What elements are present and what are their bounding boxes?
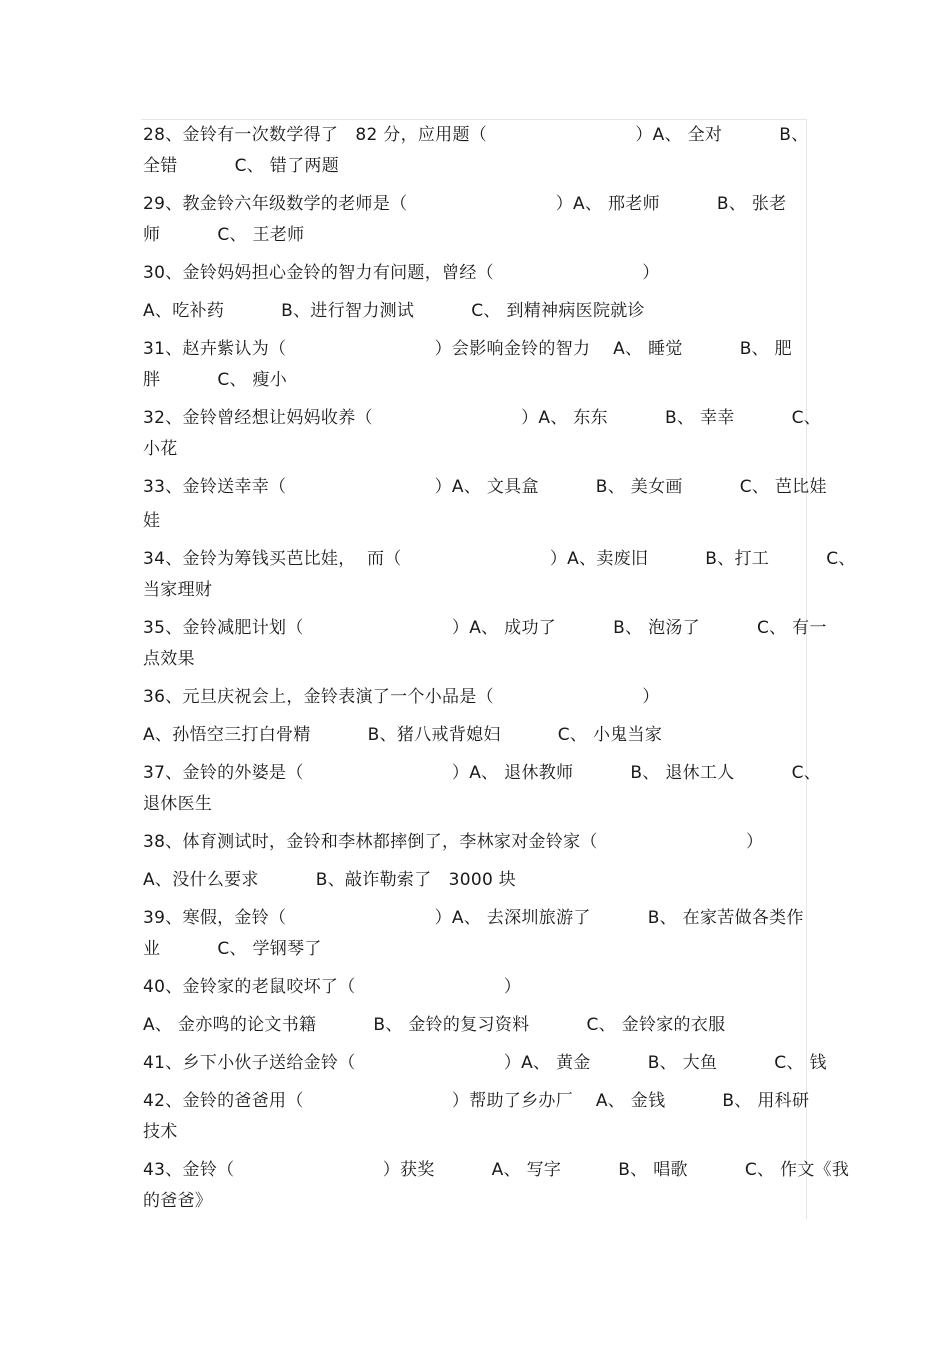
question-line: 师 C、 王老师 <box>143 225 305 245</box>
question-line: 小花 <box>143 439 178 459</box>
question-41 <box>143 1048 827 1079</box>
question-line: 技术 <box>143 1122 178 1142</box>
question-list <box>143 120 856 1217</box>
question-40 <box>143 972 805 1041</box>
question-33 <box>143 472 827 537</box>
question-line: 当家理财 <box>143 580 213 600</box>
question-36 <box>143 682 805 751</box>
question-line: 31、赵卉紫认为（ ）会影响金铃的智力 A、 睡觉 B、 肥 <box>143 339 792 359</box>
question-31 <box>143 334 805 396</box>
question-line: A、 金亦鸣的论文书籍 B、 金铃的复习资料 C、 金铃家的衣服 <box>143 1015 726 1035</box>
question-line: 42、金铃的爸爸用（ ）帮助了乡办厂 A、 金钱 B、 用科研 <box>143 1091 810 1111</box>
question-line: 业 C、 学钢琴了 <box>143 939 322 959</box>
question-line: 32、金铃曾经想让妈妈收养（ ）A、 东东 B、 幸幸 C、 <box>143 408 822 428</box>
question-line: 38、体育测试时，金铃和李林都摔倒了，李林家对金铃家（ ） <box>143 832 764 852</box>
question-line: A、吃补药 B、进行智力测试 C、 到精神病医院就诊 <box>143 301 645 321</box>
question-32 <box>143 403 822 465</box>
question-line: 34、金铃为筹钱买芭比娃， 而（ ）A、卖废旧 B、打工 C、 <box>143 549 856 569</box>
question-line: 30、金铃妈妈担心金铃的智力有问题，曾经（ ） <box>143 263 660 283</box>
question-39 <box>143 903 805 965</box>
question-35 <box>143 613 827 675</box>
question-line: 29、教金铃六年级数学的老师是（ ）A、 邢老师 B、 张老 <box>143 194 787 214</box>
question-line: 41、乡下小伙子送给金铃（ ）A、 黄金 B、 大鱼 C、 钱 <box>143 1053 827 1073</box>
question-30 <box>143 258 805 327</box>
question-line: 35、金铃减肥计划（ ）A、 成功了 B、 泡汤了 C、 有一 <box>143 618 827 638</box>
question-line: 娃 <box>143 511 161 531</box>
question-43 <box>143 1155 850 1217</box>
question-line: 33、金铃送幸幸（ ）A、 文具盒 B、 美女画 C、 芭比娃 <box>143 477 827 497</box>
question-line: 胖 C、 瘦小 <box>143 370 288 390</box>
question-line: 37、金铃的外婆是（ ）A、 退休教师 B、 退休工人 C、 <box>143 763 822 783</box>
question-28 <box>143 120 809 182</box>
question-line: 退休医生 <box>143 794 213 814</box>
question-line: 43、金铃（ ）获奖 A、 写字 B、 唱歌 C、 作文《我 <box>143 1160 850 1180</box>
question-line: 全错 C、 错了两题 <box>143 156 340 176</box>
question-38 <box>143 827 805 896</box>
question-29 <box>143 189 805 251</box>
question-line: 28、金铃有一次数学得了 82 分，应用题（ ）A、 全对 B、 <box>143 125 809 145</box>
question-line: 40、金铃家的老鼠咬坏了（ ） <box>143 977 522 997</box>
question-34 <box>143 544 856 606</box>
question-line: 点效果 <box>143 649 195 669</box>
question-line: A、孙悟空三打白骨精 B、猪八戒背媳妇 C、 小鬼当家 <box>143 725 663 745</box>
question-42 <box>143 1086 810 1148</box>
question-37 <box>143 758 822 820</box>
question-line: 36、元旦庆祝会上，金铃表演了一个小品是（ ） <box>143 687 660 707</box>
question-line: 39、寒假，金铃（ ）A、 去深圳旅游了 B、 在家苦做各类作 <box>143 908 804 928</box>
question-line: 的爸爸》 <box>143 1191 213 1211</box>
question-line: A、没什么要求 B、敲诈勒索了 3000 块 <box>143 870 517 890</box>
